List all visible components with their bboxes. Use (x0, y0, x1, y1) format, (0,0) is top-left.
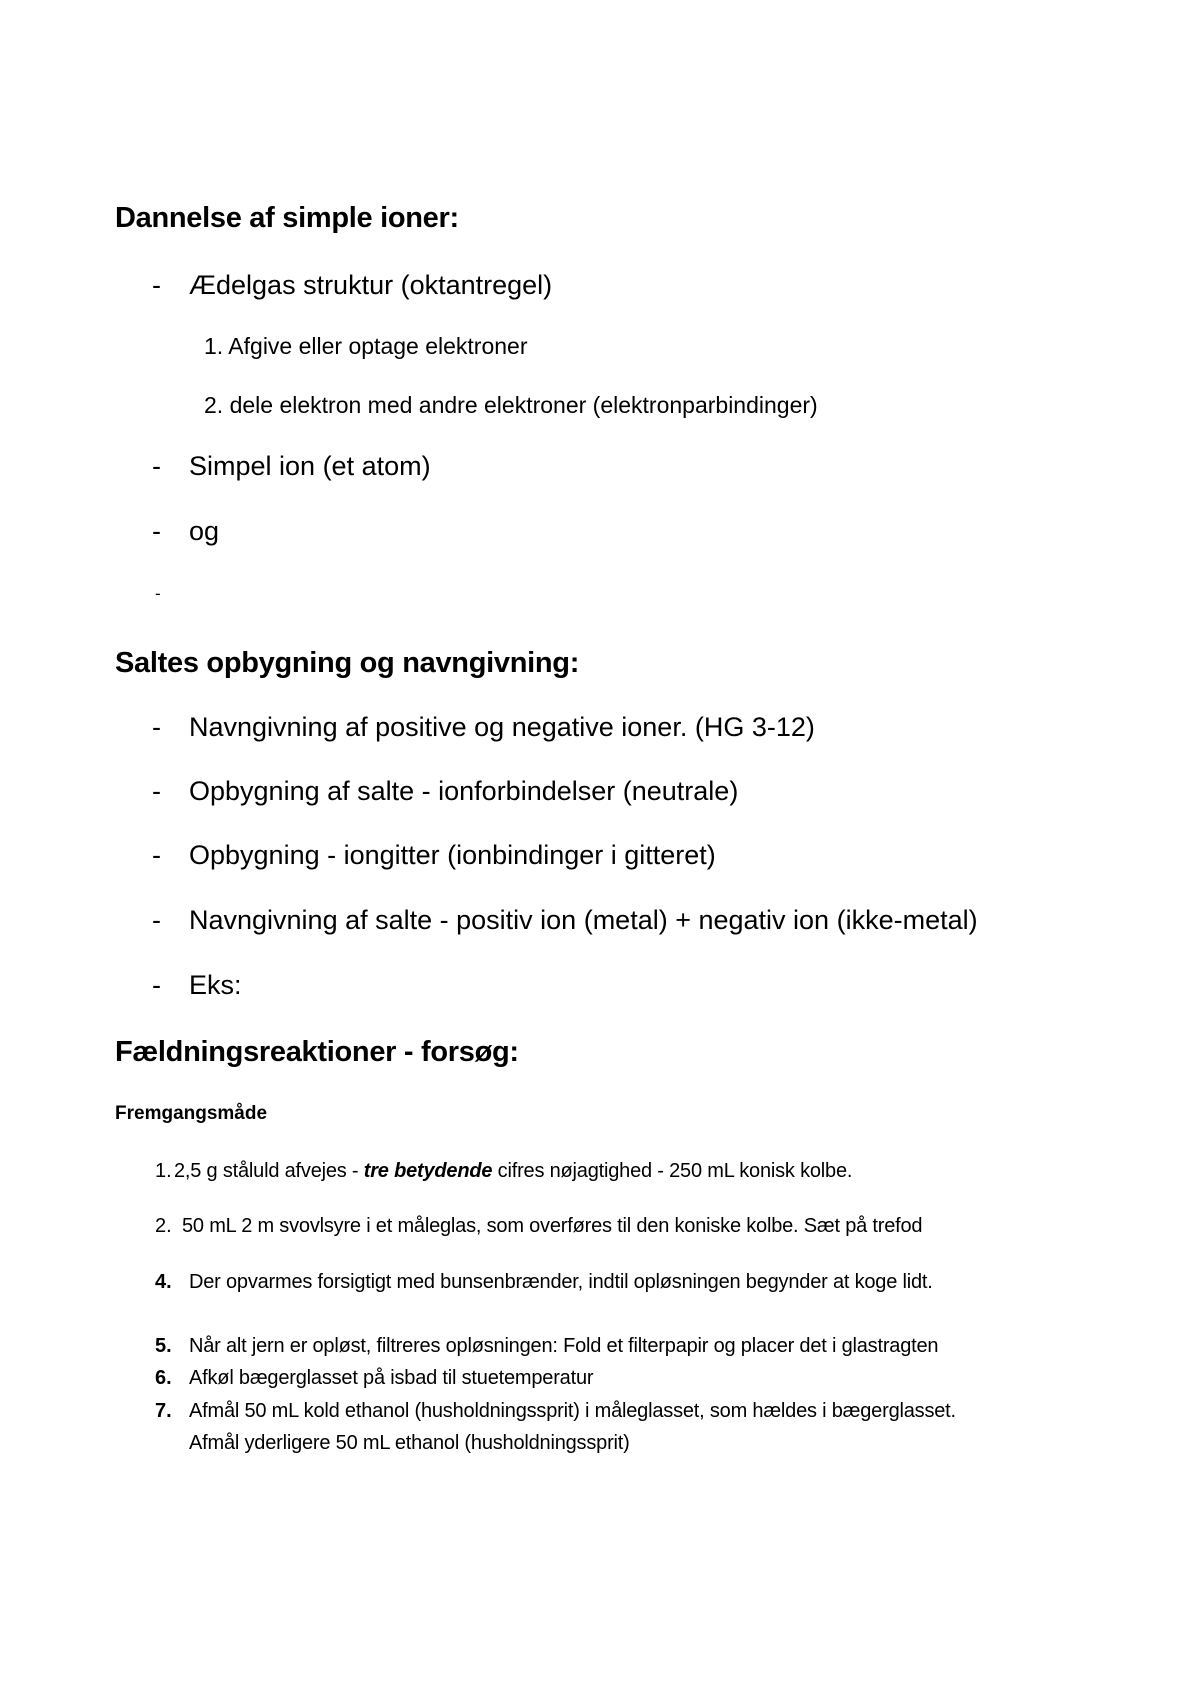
bullet-text: Navngivning af positive og negative ioner. (HG 3-12) (189, 712, 815, 742)
section-heading-salts: Saltes opbygning og navngivning: (115, 647, 580, 679)
bullet-dash: - (152, 776, 161, 806)
bullet-dash: - (152, 516, 161, 546)
bullet-text: Opbygning af salte - ionforbindelser (neutrale) (189, 776, 739, 806)
step-2-text: 50 mL 2 m svovlsyre i et måleglas, som overføres til den koniske kolbe. Sæt på trefod (182, 1215, 923, 1237)
bullet-text: Ædelgas struktur (oktantregel) (189, 270, 553, 300)
step-number: 6. (155, 1367, 172, 1389)
step-number: 5. (155, 1335, 172, 1357)
step-5-text: Når alt jern er opløst, filtreres opløsningen: Fold et filterpapir og placer det i glastragten (189, 1335, 939, 1357)
step-7-line-2: Afmål yderligere 50 mL ethanol (husholdningssprit) (189, 1432, 630, 1454)
bullet-text: og (189, 516, 220, 546)
step-4-text: Der opvarmes forsigtigt med bunsenbrænder, indtil opløsningen begynder at koge lidt. (189, 1271, 933, 1293)
step-1-post: cifres nøjagtighed - 250 mL konisk kolbe. (492, 1160, 853, 1182)
step-number: 2. (155, 1215, 172, 1237)
step-number: 4. (155, 1271, 172, 1293)
bullet-dash: - (155, 584, 161, 603)
section-heading-precipitation: Fældningsreaktioner - forsøg: (115, 1036, 519, 1068)
bullet-text: Navngivning af salte - positiv ion (metal) + negativ ion (ikke-metal) (189, 905, 978, 935)
numbered-item: 1. Afgive eller optage elektroner (204, 333, 528, 359)
bullet-dash: - (152, 451, 161, 481)
section-heading-simple-ions: Dannelse af simple ioner: (115, 202, 459, 234)
step-6-text: Afkøl bægerglasset på isbad til stuetemperatur (189, 1367, 594, 1389)
bullet-text: Simpel ion (et atom) (189, 451, 431, 481)
step-1-emphasis: tre betydende (363, 1160, 493, 1182)
step-1-text (174, 1160, 852, 1183)
bullet-dash: - (152, 712, 161, 742)
bullet-dash: - (152, 270, 161, 300)
bullet-text: Eks: (189, 970, 242, 1000)
procedure-subheading: Fremgangsmåde (115, 1103, 268, 1124)
step-1-pre: 2,5 g ståluld afvejes - (174, 1160, 364, 1182)
numbered-item: 2. dele elektron med andre elektroner (elektronparbindinger) (204, 392, 818, 418)
bullet-dash: - (152, 840, 161, 870)
step-number: 1. (155, 1160, 172, 1182)
step-7-line-1: Afmål 50 mL kold ethanol (husholdningssprit) i måleglasset, som hældes i bægerglasset. (189, 1400, 956, 1422)
bullet-text: Opbygning - iongitter (ionbindinger i gitteret) (189, 840, 716, 870)
bullet-dash: - (152, 905, 161, 935)
step-number: 7. (155, 1400, 172, 1422)
bullet-dash: - (152, 970, 161, 1000)
